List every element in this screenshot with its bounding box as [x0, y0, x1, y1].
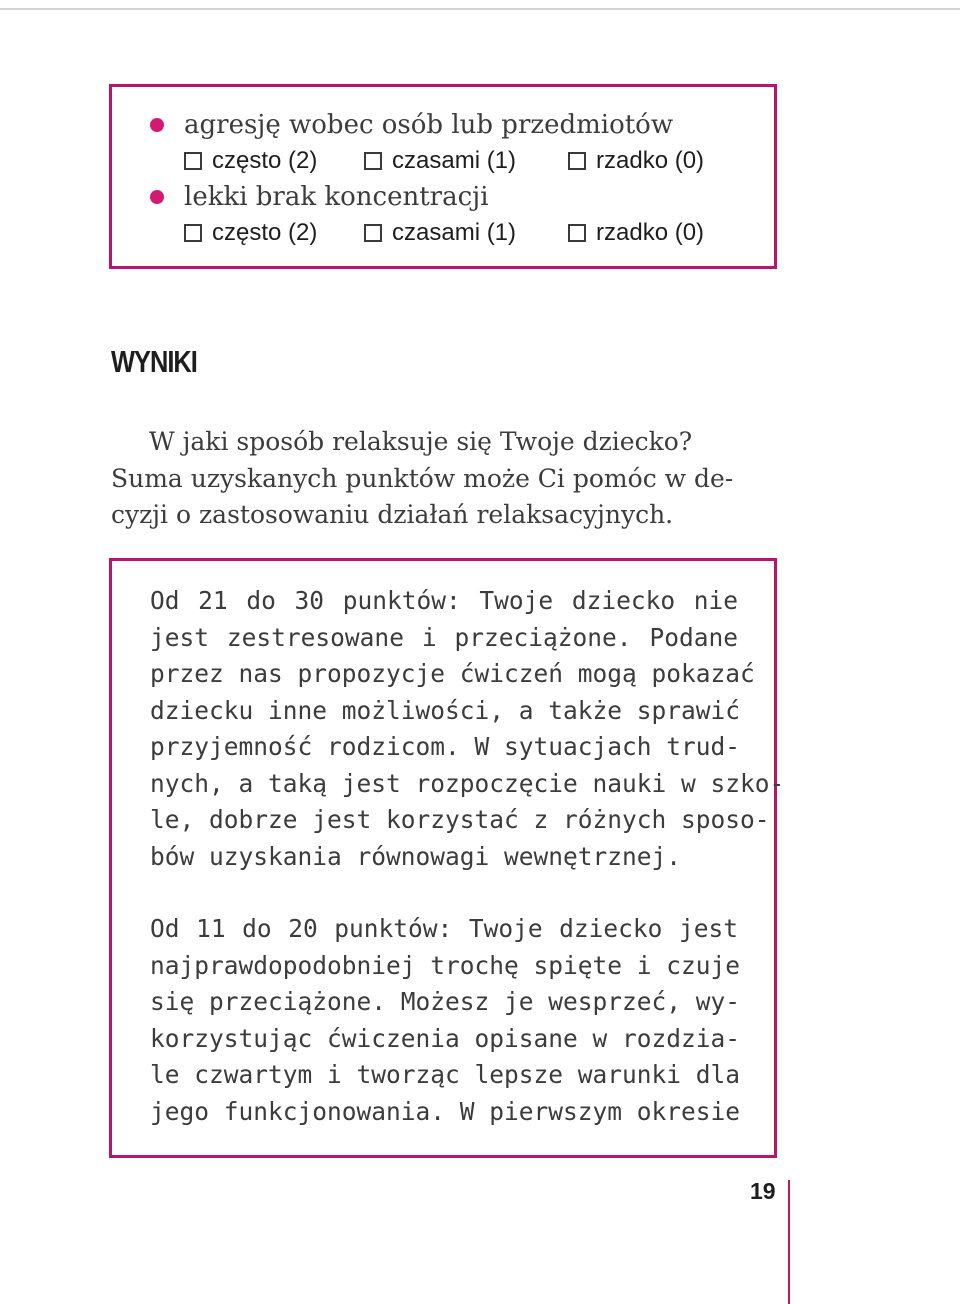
result-line: dziecku inne możliwości, a także sprawić: [150, 695, 741, 725]
results-box: [109, 558, 785, 1158]
result-paragraph: [150, 583, 785, 875]
result-line: jest zestresowane i przeciążone. Podane: [150, 622, 738, 652]
question-item: [150, 179, 489, 215]
section-heading: WYNIKI: [111, 344, 197, 379]
option-label: rzadko (0): [596, 147, 705, 174]
question-text: agresję wobec osób lub przedmiotów: [184, 110, 674, 140]
result-line: najprawdopodobniej trochę spięte i czuje: [150, 950, 741, 980]
option-rarely[interactable]: [568, 215, 704, 251]
result-line: korzystując ćwiczenia opisane w rozdzia-: [150, 1023, 741, 1053]
bullet-icon: [150, 190, 164, 204]
bullet-icon: [150, 118, 164, 132]
result-line: Od 21 do 30 punktów: Twoje dziecko nie: [150, 586, 738, 615]
checkbox-icon[interactable]: [568, 224, 586, 242]
option-often[interactable]: [184, 143, 317, 179]
top-rule: [0, 8, 960, 10]
option-label: często (2): [212, 219, 318, 246]
checkbox-icon[interactable]: [364, 152, 382, 170]
result-line: le czwartym i tworząc lepsze warunki dla: [150, 1060, 741, 1089]
options-row: [184, 215, 744, 251]
result-line: bów uzyskania równowagi wewnętrznej.: [150, 841, 682, 871]
intro-paragraph: [111, 424, 779, 534]
intro-line: Suma uzyskanych punktów może Ci pomóc w de-: [111, 463, 734, 493]
option-label: czasami (1): [392, 219, 517, 246]
result-line: przez nas propozycje ćwiczeń mogą pokazać: [150, 659, 755, 688]
page-number-rule: [788, 1180, 790, 1304]
option-label: często (2): [212, 147, 318, 174]
checkbox-icon[interactable]: [568, 152, 586, 170]
question-text: lekki brak koncentracji: [184, 182, 489, 212]
question-item: [150, 107, 673, 143]
checkbox-icon[interactable]: [184, 224, 202, 242]
option-rarely[interactable]: [568, 143, 704, 179]
result-paragraph: [150, 911, 741, 1130]
questionnaire-box: [109, 84, 777, 269]
page-number: 19: [750, 1178, 776, 1204]
result-line: le, dobrze jest korzystać z różnych sposo-: [150, 805, 770, 834]
intro-line: cyzji o zastosowaniu działań relaksacyjnych.: [111, 500, 674, 529]
result-line: jego funkcjonowania. W pierwszym okresie: [150, 1096, 741, 1126]
options-row: [184, 143, 744, 179]
intro-line: W jaki sposób relaksuje się Twoje dziecko?: [149, 427, 693, 456]
result-line: przyjemność rodzicom. W sytuacjach trud-: [150, 732, 741, 761]
option-sometimes[interactable]: [364, 143, 516, 179]
checkbox-icon[interactable]: [364, 224, 382, 242]
option-often[interactable]: [184, 215, 317, 251]
result-line: nych, a taką jest rozpoczęcie nauki w szko-: [150, 768, 785, 798]
option-label: czasami (1): [392, 147, 517, 174]
option-label: rzadko (0): [596, 219, 705, 246]
result-line: Od 11 do 20 punktów: Twoje dziecko jest: [150, 914, 738, 943]
checkbox-icon[interactable]: [184, 152, 202, 170]
option-sometimes[interactable]: [364, 215, 516, 251]
result-line: się przeciążone. Możesz je wesprzeć, wy-: [150, 987, 741, 1016]
